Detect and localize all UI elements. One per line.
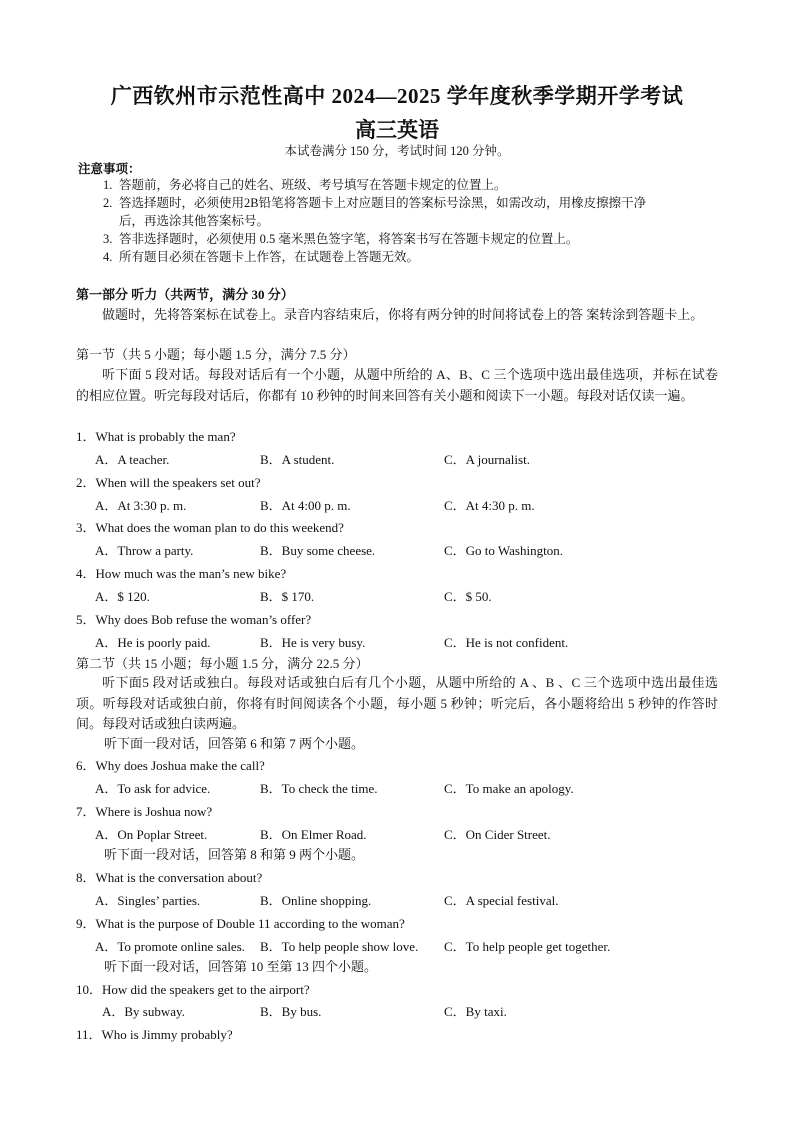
notice-item-4: 4. 所有题目必须在答题卡上作答，在试题卷上答题无效。 bbox=[103, 250, 420, 264]
notice-item-2: 2. 答选择题时，必须使用2B铅笔将答题卡上对应题目的答案标号涂黑，如需改动，用橡皮擦擦干净 bbox=[103, 196, 647, 210]
option-b: B．Online shopping. bbox=[260, 893, 372, 908]
section1-intro: 听下面 5 段对话。每段对话后有一个小题，从题中所给的 A、B、C 三个选项中选出最佳选项，并标在试卷的相应位置。听完每段对话后，你都有 10 秒钟的时间来回答有关小题和阅读下一小题。每段对话仅读一遍。 bbox=[76, 367, 718, 403]
option-b: B．He is very busy. bbox=[260, 635, 366, 650]
option-a: A．To ask for advice. bbox=[95, 781, 211, 796]
question-text: How did the speakers get to the airport? bbox=[102, 982, 310, 997]
dialogue-instruction: 听下面一段对话，回答第 8 和第 9 两个小题。 bbox=[104, 847, 365, 862]
option-c: C．To help people get together. bbox=[444, 939, 611, 954]
option-c: C．On Cider Street. bbox=[444, 827, 551, 842]
question-text: Who is Jimmy probably? bbox=[101, 1027, 233, 1042]
section1-heading: 第一节（共 5 小题；每小题 1.5 分，满分 7.5 分） bbox=[76, 347, 356, 362]
question-text: What is the conversation about? bbox=[95, 870, 263, 885]
section2-heading: 第二节（共 15 小题；每小题 1.5 分，满分 22.5 分） bbox=[76, 656, 369, 671]
question-text: What is the purpose of Double 11 according to the woman? bbox=[95, 916, 405, 931]
exam-title: 广西钦州市示范性高中 2024—2025 学年度秋季学期开学考试 bbox=[110, 84, 684, 108]
option-c: C．He is not confident. bbox=[444, 635, 569, 650]
exam-info: 本试卷满分 150 分，考试时间 120 分钟。 bbox=[284, 144, 510, 158]
notice-heading: 注意事项： bbox=[78, 162, 141, 176]
option-c: C．A special festival. bbox=[444, 893, 559, 908]
option-a: A．By subway. bbox=[102, 1004, 185, 1019]
option-a: A．On Poplar Street. bbox=[95, 827, 208, 842]
option-a: A．Throw a party. bbox=[95, 543, 194, 558]
option-b: B．Buy some cheese. bbox=[260, 543, 376, 558]
question-text: When will the speakers set out? bbox=[95, 475, 261, 490]
option-b: B．At 4:00 p. m. bbox=[260, 498, 351, 513]
option-a: A．Singles’ parties. bbox=[95, 893, 201, 908]
option-c: C．$ 50. bbox=[444, 589, 492, 604]
part1-heading: 第一部分 听力（共两节，满分 30 分） bbox=[76, 287, 294, 302]
question-text: Why does Joshua make the call? bbox=[95, 758, 265, 773]
option-b: B．A student. bbox=[260, 452, 335, 467]
exam-subject: 高三英语 bbox=[355, 118, 439, 142]
option-a: A．A teacher. bbox=[95, 452, 170, 467]
question-text: What does the woman plan to do this weekend? bbox=[95, 520, 344, 535]
part1-intro: 做题时，先将答案标在试卷上。录音内容结束后，你将有两分钟的时间将试卷上的答 案转涂到答题卡上。 bbox=[102, 307, 704, 322]
option-a: A．At 3:30 p. m. bbox=[95, 498, 187, 513]
option-a: A．He is poorly paid. bbox=[95, 635, 211, 650]
option-c: C．To make an apology. bbox=[444, 781, 574, 796]
notice-item-3: 3. 答非选择题时，必须使用 0.5 毫米黑色签字笔，将答案书写在答题卡规定的位置上。 bbox=[103, 232, 579, 246]
question-text: Where is Joshua now? bbox=[95, 804, 213, 819]
option-b: B．$ 170. bbox=[260, 589, 315, 604]
option-c: C．At 4:30 p. m. bbox=[444, 498, 535, 513]
dialogue-instruction: 听下面一段对话，回答第 6 和第 7 两个小题。 bbox=[104, 736, 365, 751]
option-b: B．To check the time. bbox=[260, 781, 378, 796]
question-text: How much was the man’s new bike? bbox=[95, 566, 287, 581]
option-b: B．By bus. bbox=[260, 1004, 322, 1019]
option-a: A．$ 120. bbox=[95, 589, 150, 604]
dialogue-instruction: 听下面一段对话，回答第 10 至第 13 四个小题。 bbox=[104, 959, 378, 974]
notice-item-1: 1. 答题前，务必将自己的姓名、班级、考号填写在答题卡规定的位置上。 bbox=[103, 178, 507, 192]
section2-intro: 听下面5 段对话或独白。每段对话或独白后有几个小题，从题中所给的 A 、B 、C 三个选项中选出最佳选项。听每段对话或独白前，你将有时间阅读各个小题，每小题 5 秒钟；听完后，各小题将给出 5 秒钟的作答时间。每段对话或独白读两遍。 bbox=[76, 675, 718, 731]
option-c: C．Go to Washington. bbox=[444, 543, 563, 558]
option-b: B．To help people show love. bbox=[260, 939, 419, 954]
question-text: What is probably the man? bbox=[95, 429, 236, 444]
notice-item-2-cont: 后，再选涂其他答案标号。 bbox=[119, 214, 270, 228]
option-c: C．By taxi. bbox=[444, 1004, 507, 1019]
question-text: Why does Bob refuse the woman’s offer? bbox=[95, 612, 312, 627]
option-a: A．To promote online sales. bbox=[95, 939, 246, 954]
option-b: B．On Elmer Road. bbox=[260, 827, 367, 842]
option-c: C．A journalist. bbox=[444, 452, 530, 467]
exam-page: 广西钦州市示范性高中 2024—2025 学年度秋季学期开学考试 高三英语 本试卷满分 150 分，考试时间 120 分钟。 注意事项： 1. 答题前，务必将自己的姓名、班级、考号填写在答题卡规定的位置上。 2. 答选择题时，必须使用2B铅笔将答题卡上对应题目的答案标号涂黑，如需改动，用橡皮擦擦干净 后，再选涂其他答案标号。 3. 答非选择题时，必须使用 0.5 毫米黑色签字笔，将答案书写在答题卡规定的位置上。 4. 所有题目必须在答题卡上作答，在试题卷上答题无效。 第一部分 听力（共两节，满分 30 分） 做题时，先将答案标在试卷上。录音内容结束后，你将有两分钟的时间将试卷上的答 案转涂到答题卡上。 第一节（共 5 小题；每小题 1.5 分，满分 7.5 分） 听下面 5 段对话。每段对话后有一个小题，从题中所给的 A、B、C 三个选项中选出最佳选项，并标在试卷的相应位置。听完每段对话后，你都有 10 秒钟的时间来回答有关小题和阅读下一小题。每段对话仅读一遍。 1．What is probably the man? A．A teacher. B．A student. C．A journalist. 2．When will the speakers set out? A．At 3:30 p. m. B．At 4:00 p. m. C．At 4:30 p. m. 3．What does the woman plan to do this weekend? A．Throw a party. B．Buy some cheese. C．Go to Washington. 4．How much was the man’s new bike? A．$ 120. B．$ 170. C．$ 50. 5．Why does Bob refuse the woman’s offer? A．He is poorly paid. B．He is very busy. C．He is not confident. 第二节（共 15 小题；每小题 1.5 分，满分 22.5 分） 听下面5 段对话或独白。每段对话或独白后有几个小题，从题中所给的 A 、B 、C 三个选项中选出最佳选项。听每段对话或独白前，你将有时间阅读各个小题，每小题 5 秒钟；听完后，各小题将给出 5 秒钟的作答时间。每段对话或独白读两遍。 听下面一段对话，回答第 6 和第 7 两个小题。 6．Why does Joshua make the call? A．To ask for advice. B．To check the time. C．To make an apology. 7．Where is Joshua now? A．On Poplar Street. B．On Elmer Road. C．On Cider Street. 听下面一段对话，回答第 8 和第 9 两个小题。 8．What is the conversation about? A．Singles’ parties. B．Online shopping. C．A special festival. 9．What is the purpose of Double 11 according to the woman? A．To promote online sales. B．To help people show love. C．To help people get together. 听下面一段对话，回答第 10 至第 13 四个小题。 10．How did the speakers get to the airport? A．By subway. B．By bus. C．By taxi. 11．Who is Jimmy probably? bbox=[0, 0, 794, 1124]
